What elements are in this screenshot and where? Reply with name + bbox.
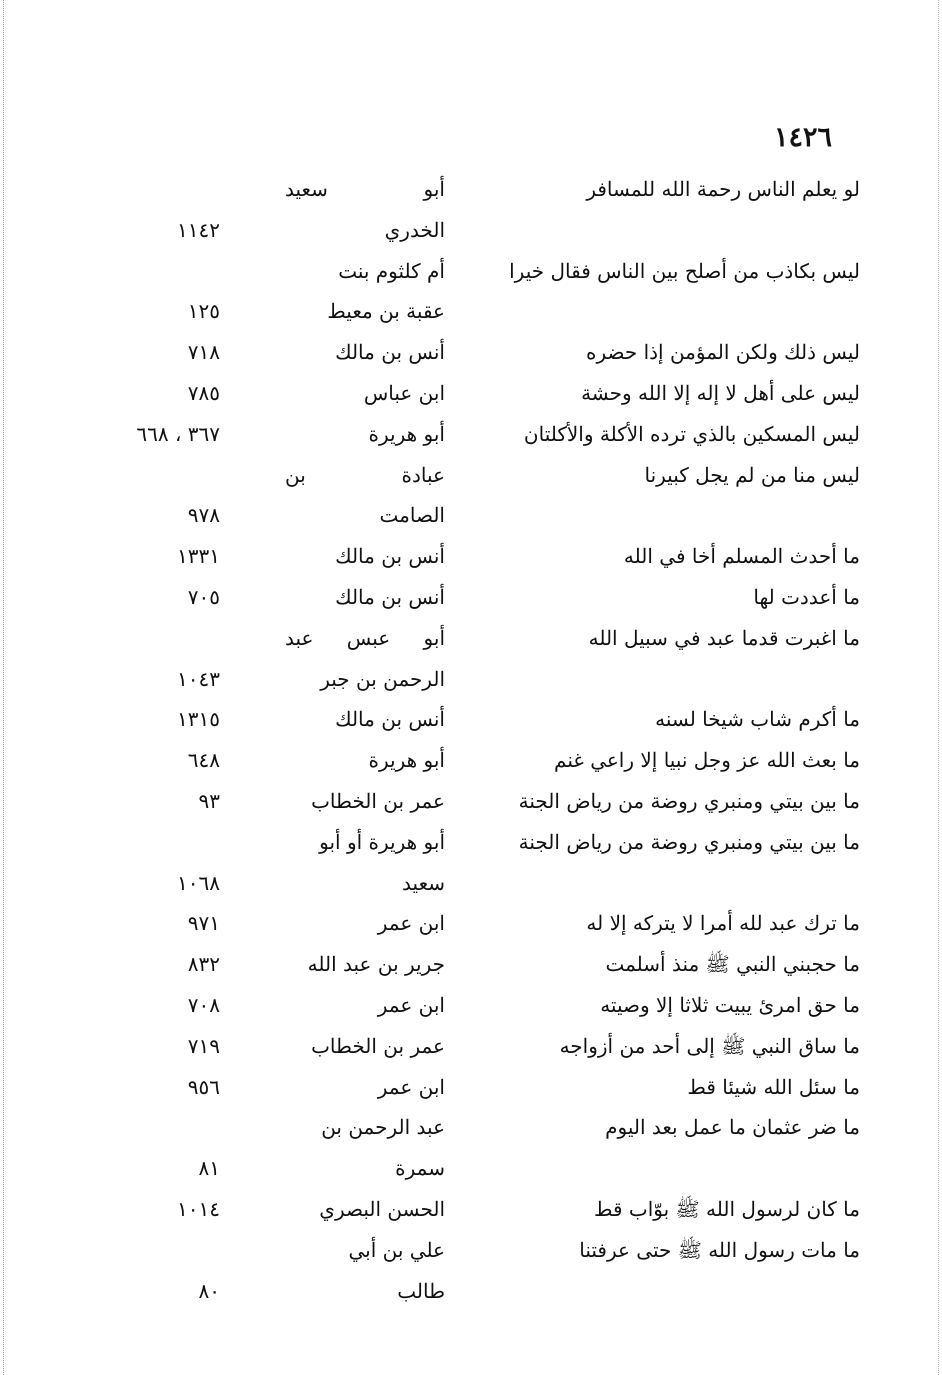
index-row bbox=[0, 617, 942, 658]
page-reference: ٨٣٢ bbox=[187, 952, 220, 977]
page-reference: ١٢٥ bbox=[187, 299, 220, 324]
hadith-text: ما حق امرئ يبيت ثلاثا إلا وصيته bbox=[600, 992, 860, 1017]
index-row bbox=[0, 902, 942, 943]
hadith-text: ما بين بيتي ومنبري روضة من رياض الجنة bbox=[518, 788, 860, 813]
narrator-name: عمر بن الخطاب bbox=[311, 788, 445, 813]
narrator-name: ابن عمر bbox=[377, 992, 445, 1017]
index-row bbox=[0, 780, 942, 821]
narrator-name: أبو هريرة bbox=[368, 421, 445, 446]
hadith-text: ما ضر عثمان ما عمل بعد اليوم bbox=[605, 1115, 860, 1140]
hadith-text: ما بين بيتي ومنبري روضة من رياض الجنة bbox=[518, 829, 860, 854]
index-row bbox=[0, 494, 942, 535]
narrator-name: جرير بن عبد الله bbox=[307, 952, 445, 977]
narrator-name: عقبة بن معيط bbox=[327, 299, 445, 324]
hadith-text bbox=[500, 662, 860, 696]
hadith-text: ما مات رسول الله ﷺ حتى عرفتنا bbox=[579, 1237, 860, 1262]
hadith-text: ما كان لرسول الله ﷺ بوّاب قط bbox=[594, 1196, 860, 1221]
hadith-text: ما اغبرت قدما عبد في سبيل الله bbox=[588, 625, 860, 650]
narrator-name: أنس بن مالك bbox=[335, 584, 445, 609]
page-reference: ٩٧١ bbox=[187, 911, 220, 936]
hadith-text: ليس بكاذب من أصلح بين الناس فقال خيرا bbox=[509, 258, 860, 283]
narrator-name: أبو سعيد bbox=[285, 177, 445, 201]
index-row bbox=[0, 1025, 942, 1066]
narrator-name: عبد الرحمن بن bbox=[321, 1115, 445, 1140]
page-reference: ٧١٩ bbox=[187, 1033, 220, 1058]
hadith-text bbox=[500, 213, 860, 247]
index-row bbox=[0, 1229, 942, 1270]
page-reference bbox=[80, 458, 220, 492]
page-reference bbox=[80, 621, 220, 655]
page-number: ١٤٢٦ bbox=[773, 122, 832, 153]
index-row bbox=[0, 372, 942, 413]
narrator-name: ابن عباس bbox=[363, 380, 445, 405]
page-reference: ٨٠ bbox=[198, 1278, 220, 1303]
hadith-text: ما أحدث المسلم أخا في الله bbox=[623, 544, 860, 569]
hadith-text: ليس منا من لم يجل كبيرنا bbox=[644, 462, 860, 487]
hadith-text: ما بعث الله عز وجل نبيا إلا راعي غنم bbox=[554, 748, 860, 773]
page-reference bbox=[80, 825, 220, 859]
index-row bbox=[0, 331, 942, 372]
hadith-text: ما حجبني النبي ﷺ منذ أسلمت bbox=[605, 952, 860, 977]
index-row bbox=[0, 290, 942, 331]
index-row bbox=[0, 576, 942, 617]
narrator-name: أنس بن مالك bbox=[335, 544, 445, 569]
page-reference: ١٠٦٨ bbox=[177, 870, 220, 895]
narrator-name: طالب bbox=[397, 1278, 445, 1303]
index-row bbox=[0, 1270, 942, 1311]
page-reference: ٧١٨ bbox=[187, 340, 220, 365]
index-row bbox=[0, 1106, 942, 1147]
page-reference: ٣٦٧ ، ٦٦٨ bbox=[136, 421, 220, 446]
hadith-index-list bbox=[0, 168, 942, 1310]
page-reference: ٧٨٥ bbox=[187, 380, 220, 405]
page-reference: ٩٥٦ bbox=[187, 1074, 220, 1099]
narrator-name: أم كلثوم بنت bbox=[338, 258, 445, 283]
page-reference bbox=[80, 1233, 220, 1267]
hadith-text: ما أكرم شاب شيخا لسنه bbox=[655, 707, 860, 732]
index-row bbox=[0, 698, 942, 739]
narrator-name: أبو هريرة أو أبو bbox=[319, 829, 445, 854]
index-row bbox=[0, 862, 942, 903]
narrator-name: الحسن البصري bbox=[319, 1196, 445, 1221]
hadith-text: ما أعددت لها bbox=[753, 584, 860, 609]
index-row bbox=[0, 1147, 942, 1188]
index-row bbox=[0, 984, 942, 1025]
index-row bbox=[0, 821, 942, 862]
page-reference bbox=[80, 172, 220, 206]
page-reference: ١٣٣١ bbox=[177, 544, 220, 569]
hadith-text bbox=[500, 866, 860, 900]
narrator-name: عمر بن الخطاب bbox=[311, 1033, 445, 1058]
narrator-name: عبادة بن bbox=[285, 462, 445, 487]
narrator-name: أبو هريرة bbox=[368, 748, 445, 773]
index-row bbox=[0, 413, 942, 454]
narrator-name: سعيد bbox=[402, 870, 445, 895]
narrator-name: الخدري bbox=[384, 217, 445, 242]
page-reference bbox=[80, 1110, 220, 1144]
index-row bbox=[0, 535, 942, 576]
narrator-name: ابن عمر bbox=[377, 1074, 445, 1099]
hadith-text bbox=[500, 1274, 860, 1308]
narrator-name: الرحمن بن جبر bbox=[320, 666, 445, 691]
index-row bbox=[0, 454, 942, 495]
index-row bbox=[0, 250, 942, 291]
hadith-text: ليس المسكين بالذي ترده الأكلة والأكلتان bbox=[523, 421, 860, 446]
hadith-text bbox=[500, 1151, 860, 1185]
narrator-name: أبو عبس عبد bbox=[285, 625, 445, 650]
hadith-text: ما سئل الله شيئا قط bbox=[687, 1074, 860, 1099]
page-reference: ١٠٤٣ bbox=[177, 666, 220, 691]
page-reference: ٧٠٨ bbox=[187, 992, 220, 1017]
narrator-name: ابن عمر bbox=[377, 911, 445, 936]
hadith-text: ما ترك عبد لله أمرا لا يتركه إلا له bbox=[586, 911, 860, 936]
index-row bbox=[0, 1188, 942, 1229]
hadith-text: ليس ذلك ولكن المؤمن إذا حضره bbox=[585, 340, 860, 365]
hadith-text: ليس على أهل لا إله إلا الله وحشة bbox=[581, 380, 860, 405]
index-row bbox=[0, 168, 942, 209]
page-reference: ٧٠٥ bbox=[187, 584, 220, 609]
hadith-text: لو يعلم الناس رحمة الله للمسافر bbox=[586, 177, 860, 201]
page-reference bbox=[80, 254, 220, 288]
index-row bbox=[0, 1066, 942, 1107]
hadith-text: ما ساق النبي ﷺ إلى أحد من أزواجه bbox=[559, 1033, 860, 1058]
narrator-name: الصامت bbox=[379, 503, 445, 528]
narrator-name: أنس بن مالك bbox=[335, 707, 445, 732]
page-reference: ٩٣ bbox=[198, 788, 220, 813]
index-row bbox=[0, 658, 942, 699]
page-reference: ٨١ bbox=[198, 1156, 220, 1181]
page-reference: ١٠١٤ bbox=[177, 1196, 220, 1221]
hadith-text bbox=[500, 498, 860, 532]
page-reference: ١٣١٥ bbox=[177, 707, 220, 732]
narrator-name: علي بن أبي bbox=[348, 1237, 445, 1262]
page-reference: ١١٤٢ bbox=[177, 217, 220, 242]
page-reference: ٩٧٨ bbox=[187, 503, 220, 528]
page-reference: ٦٤٨ bbox=[187, 748, 220, 773]
index-row bbox=[0, 739, 942, 780]
index-row bbox=[0, 943, 942, 984]
narrator-name: أنس بن مالك bbox=[335, 340, 445, 365]
narrator-name: سمرة bbox=[395, 1156, 445, 1181]
index-row bbox=[0, 209, 942, 250]
hadith-text bbox=[500, 294, 860, 328]
